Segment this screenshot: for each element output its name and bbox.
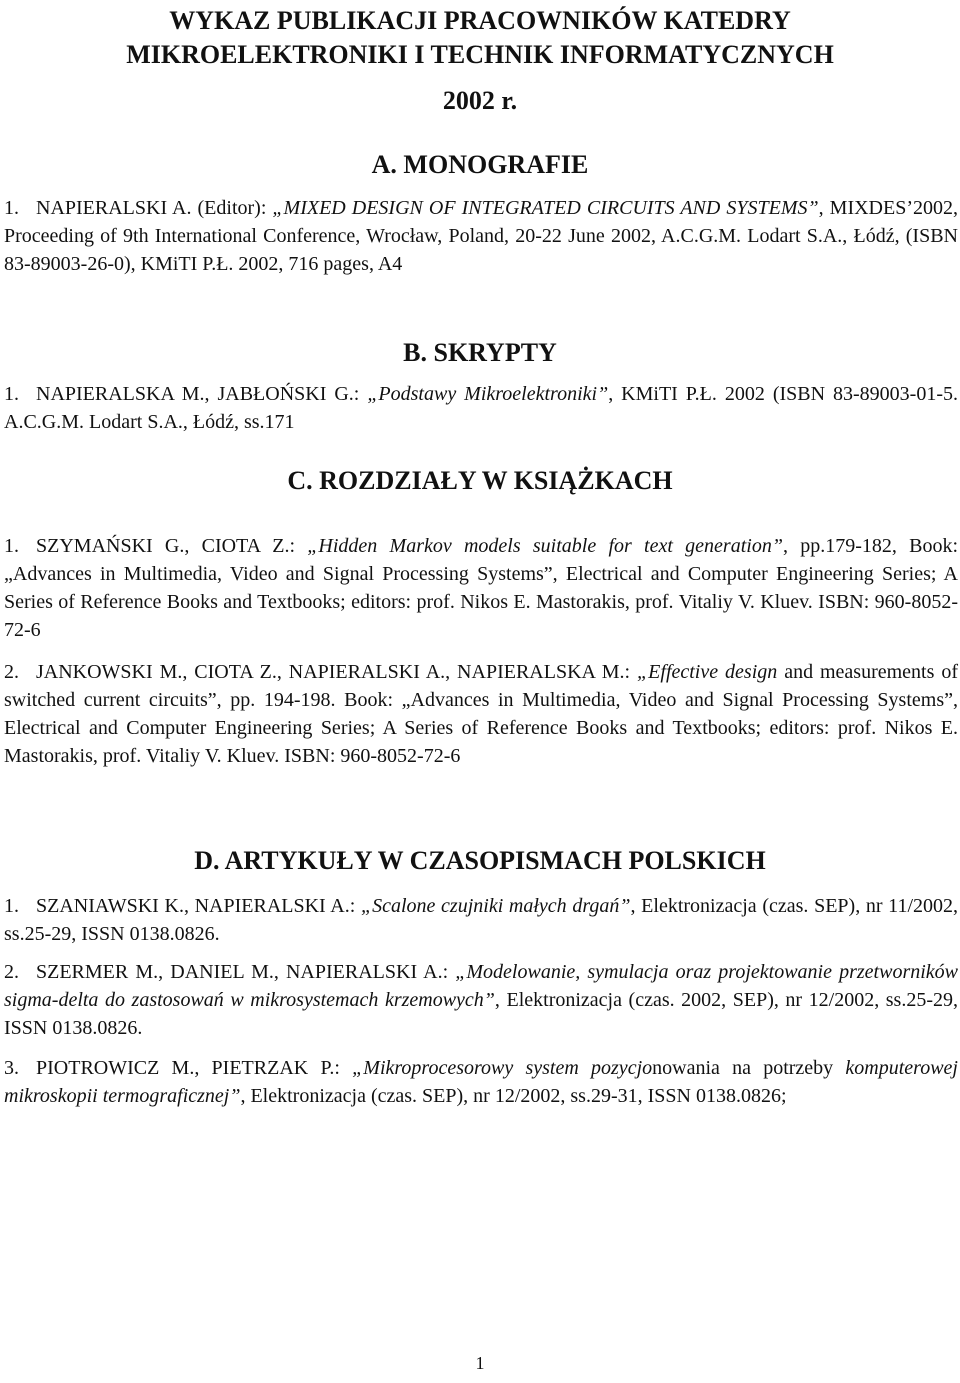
entry-title-part-2: komputerowej mikroskopii termograficznej” bbox=[4, 1057, 958, 1107]
entry-number: 2. bbox=[4, 661, 19, 683]
entry-details: , KMiTI P.Ł. 2002 (ISBN 83-89003-01-5. A.C.G.M. Lodart S.A., Łódź, ss.171 bbox=[4, 383, 958, 433]
entry-details: and measurements of switched current circuits”, pp. 194-198. Book: „Advances in Multimedia, Video and Signal Processing Systems”, Electrical and Computer Engineering Series; A Series of Reference Books and Textbooks; editors: prof. Nikos E. Mastorakis, prof. Vitaliy V. Kluev. ISBN: 960-8052-72-6 bbox=[4, 661, 958, 767]
document-year: 2002 r. bbox=[442, 86, 518, 115]
page-number: 1 bbox=[475, 1353, 485, 1373]
section-heading-monografie: A. MONOGRAFIE bbox=[371, 150, 589, 179]
entry-authors: SZERMER M., DANIEL M., NAPIERALSKI A.: bbox=[36, 961, 456, 983]
entry-details: , MIXDES’2002, Proceeding of 9th International Conference, Wrocław, Poland, 20-22 June 2002, A.C.G.M. Lodart S.A., Łódź, (ISBN 83-89003-26-0), KMiTI P.Ł. 2002, 716 pages, A4 bbox=[4, 197, 958, 275]
entry-title: „Modelowanie, symulacja oraz projektowanie przetworników sigma-delta do zastosowań w mikrosystemach krzemowych” bbox=[4, 961, 959, 1011]
title-line-1: WYKAZ PUBLIKACJI PRACOWNIKÓW KATEDRY bbox=[169, 6, 791, 35]
entry-authors: SZANIAWSKI K., NAPIERALSKI A.: bbox=[36, 895, 361, 917]
document-title bbox=[0, 4, 960, 72]
skrypty-entry-1 bbox=[4, 380, 958, 436]
entry-number: 3. bbox=[4, 1057, 19, 1079]
entry-details: , pp.179-182, Book: „Advances in Multimedia, Video and Signal Processing Systems”, Electrical and Computer Engineering Series; A Series of Reference Books and Textbooks; editors: prof. Nikos E. Mastorakis, prof. Vitaliy V. Kluev. ISBN: 960-8052-72-6 bbox=[4, 535, 959, 641]
entry-number: 1. bbox=[4, 197, 19, 219]
entry-number: 1. bbox=[4, 383, 19, 405]
artykuly-entry-1 bbox=[4, 892, 958, 948]
entry-title: „Mikroprocesorowy system pozycjo bbox=[352, 1057, 653, 1079]
entry-details: , Elektronizacja (czas. 2002, SEP), nr 12/2002, ss.25-29, ISSN 0138.0826. bbox=[4, 989, 958, 1039]
section-heading-skrypty: B. SKRYPTY bbox=[403, 338, 557, 367]
artykuly-entry-3 bbox=[4, 1054, 958, 1110]
rozdzialy-entry-1 bbox=[4, 532, 958, 644]
monografie-entry-1 bbox=[4, 194, 958, 278]
entry-authors: PIOTROWICZ M., PIETRZAK P.: bbox=[36, 1057, 353, 1079]
entry-authors: NAPIERALSKA M., JABŁOŃSKI G.: bbox=[36, 383, 368, 405]
entry-details: , Elektronizacja (czas. SEP), nr 12/2002, ss.29-31, ISSN 0138.0826; bbox=[240, 1085, 787, 1107]
section-heading-rozdzialy: C. ROZDZIAŁY W KSIĄŻKACH bbox=[287, 466, 673, 495]
entry-title-continuation: nowania na potrzeby bbox=[652, 1057, 846, 1079]
entry-details: , Elektronizacja (czas. SEP), nr 11/2002, ss.25-29, ISSN 0138.0826. bbox=[4, 895, 958, 945]
entry-authors: NAPIERALSKI A. (Editor): bbox=[36, 197, 273, 219]
entry-authors: JANKOWSKI M., CIOTA Z., NAPIERALSKI A., NAPIERALSKA M.: bbox=[36, 661, 638, 683]
artykuly-entry-2 bbox=[4, 958, 958, 1042]
rozdzialy-entry-2 bbox=[4, 658, 958, 770]
title-line-2: MIKROELEKTRONIKI I TECHNIK INFORMATYCZNYCH bbox=[126, 40, 834, 69]
section-heading-artykuly: D. ARTYKUŁY W CZASOPISMACH POLSKICH bbox=[194, 846, 766, 875]
entry-number: 1. bbox=[4, 895, 19, 917]
entry-title: „Effective design bbox=[637, 661, 778, 683]
entry-number: 1. bbox=[4, 535, 19, 557]
entry-title: „Hidden Markov models suitable for text generation” bbox=[307, 535, 783, 557]
entry-title: „MIXED DESIGN OF INTEGRATED CIRCUITS AND SYSTEMS” bbox=[272, 197, 819, 219]
entry-authors: SZYMAŃSKI G., CIOTA Z.: bbox=[36, 535, 308, 557]
entry-title: „Scalone czujniki małych drgań” bbox=[360, 895, 631, 917]
entry-title: „Podstawy Mikroelektroniki” bbox=[367, 383, 609, 405]
entry-number: 2. bbox=[4, 961, 19, 983]
